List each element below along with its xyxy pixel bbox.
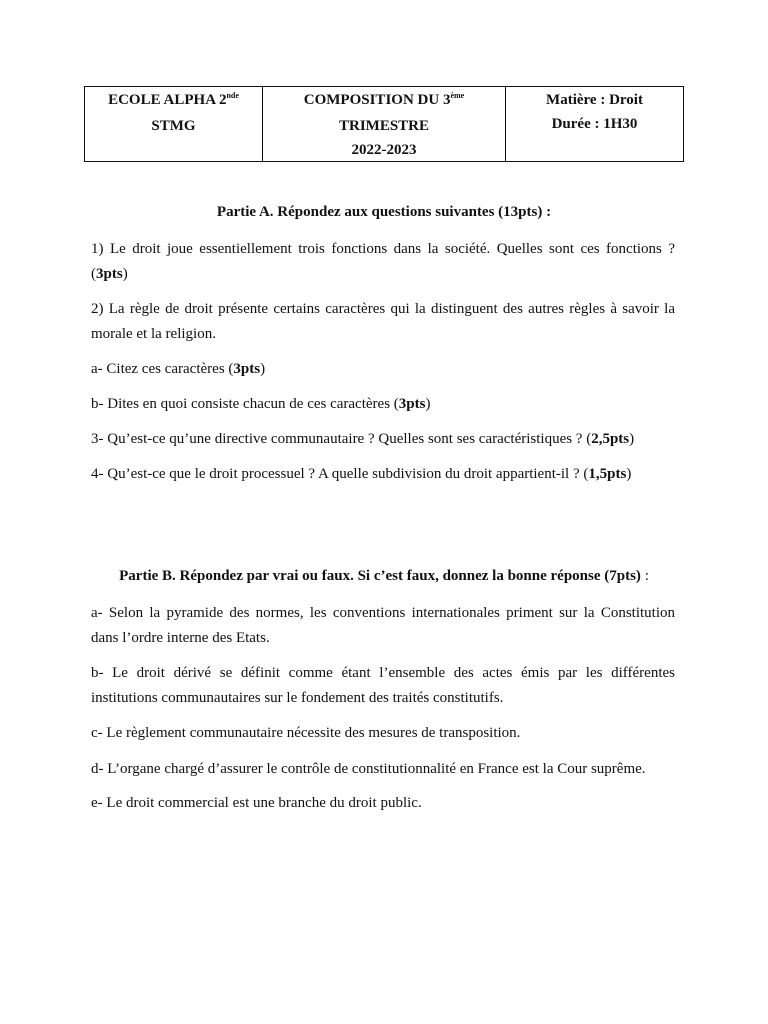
question-2a-points: 3pts bbox=[233, 361, 261, 377]
school-name: ECOLE ALPHA 2nde bbox=[108, 91, 239, 108]
exam-header-table bbox=[84, 86, 684, 162]
statement-a: a- Selon la pyramide des normes, les conventions internationales priment sur la Constitution dans l’ordre interne des Etats. bbox=[91, 605, 675, 646]
question-2a: a- Citez ces caractères (3pts) bbox=[91, 361, 266, 377]
school-cell bbox=[85, 87, 263, 161]
composition-title: COMPOSITION DU 3ème bbox=[303, 91, 465, 108]
duration-label: Durée : 1H30 bbox=[551, 116, 638, 132]
question-2b-points: 3pts bbox=[398, 396, 426, 412]
question-2: 2) La règle de droit présente certains caractères qui la distinguent des autres règles à savoir la morale et la religion. bbox=[91, 301, 675, 342]
statement-e: e- Le droit commercial est une branche du droit public. bbox=[91, 795, 422, 811]
statement-b: b- Le droit dérivé se définit comme étant l’ensemble des actes émis par les différentes institutions communautaires sur le fondement des traités constitutifs. bbox=[91, 665, 675, 706]
question-4-points: 1,5pts bbox=[588, 466, 627, 482]
school-year: 2022-2023 bbox=[351, 142, 417, 158]
question-1: 1) Le droit joue essentiellement trois fonctions dans la société. Quelles sont ces fonctions ? (3pts) bbox=[91, 241, 675, 282]
part-b-title: Partie B. Répondez par vrai ou faux. Si c’est faux, donnez la bonne réponse (7pts) : bbox=[119, 568, 649, 584]
question-4: 4- Qu’est-ce que le droit processuel ? A quelle subdivision du droit appartient-il ? (1,5pts) bbox=[91, 466, 632, 482]
question-2b: b- Dites en quoi consiste chacun de ces caractères (3pts) bbox=[91, 396, 431, 412]
composition-cell bbox=[263, 87, 506, 161]
class-level-superscript: nde bbox=[226, 91, 239, 100]
question-3-points: 2,5pts bbox=[591, 431, 630, 447]
composition-trimester: TRIMESTRE bbox=[338, 118, 430, 134]
question-1-points: 3pts bbox=[96, 266, 123, 282]
subject-cell bbox=[506, 87, 683, 161]
school-track: STMG bbox=[151, 118, 196, 134]
trimester-superscript: ème bbox=[450, 91, 465, 100]
question-3: 3- Qu’est-ce qu’une directive communautaire ? Quelles sont ses caractéristiques ? (2,5pts) bbox=[91, 431, 635, 447]
statement-d: d- L’organe chargé d’assurer le contrôle de constitutionnalité en France est la Cour suprême. bbox=[91, 761, 646, 777]
part-a-title: Partie A. Répondez aux questions suivantes (13pts) : bbox=[216, 204, 552, 220]
statement-c: c- Le règlement communautaire nécessite des mesures de transposition. bbox=[91, 725, 521, 741]
subject-label: Matière : Droit bbox=[546, 92, 643, 108]
